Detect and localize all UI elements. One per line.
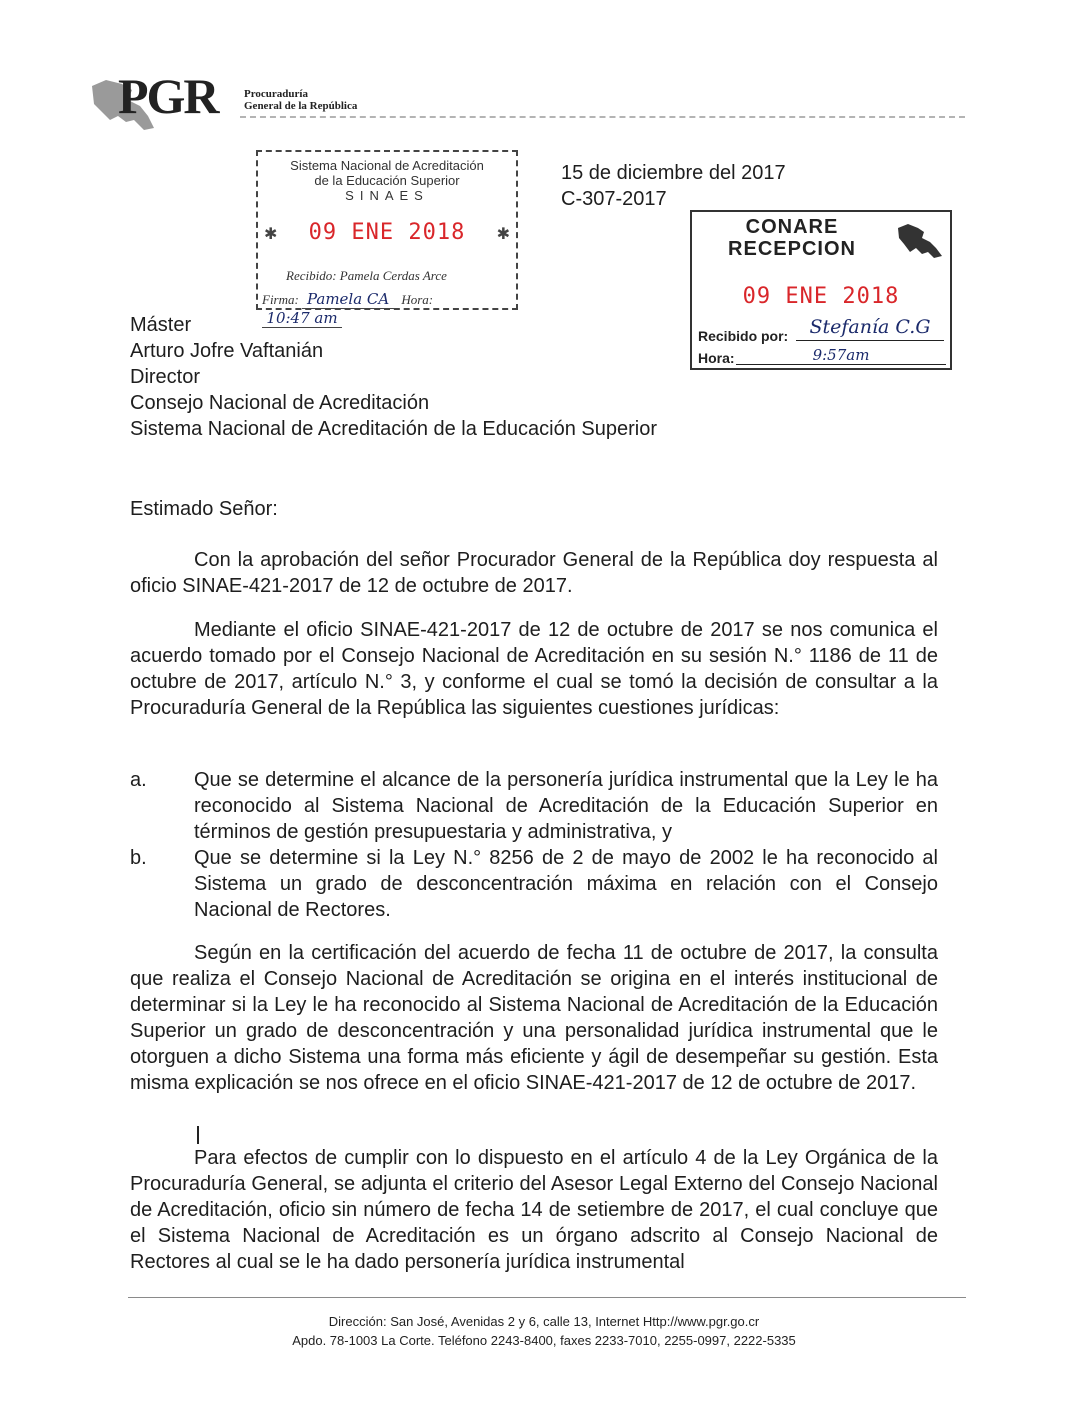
text-cursor	[197, 1126, 199, 1144]
list-item-text: Que se determine el alcance de la personería jurídica instrumental que la Ley le ha reconocido al Sistema Nacional de Acreditación de la Educación Superior en términos de gestión presupuestaria y administrativa, y	[194, 769, 938, 843]
paragraph: Con la aprobación del señor Procurador General de la República doy respuesta al oficio SINAE-421-2017 de 12 de octubre de 2017.	[130, 549, 938, 597]
list-marker: a.	[130, 769, 147, 791]
header-divider	[240, 116, 965, 118]
paragraph: Según en la certificación del acuerdo de fecha 11 de octubre de 2017, la consulta que realiza el Consejo Nacional de Acreditación se origina en el interés institucional de determinar si la Ley le ha reconocido al Sistema Nacional de Acreditación de la Educación Superior un grado de desconcentración y una personalidad jurídica instrumental que le otorguen a dicho Sistema una forma más eficiente y ágil de desempeñar su gestión. Esta misma explicación se nos ofrece en el oficio SINAE-421-2017 de 12 de octubre de 2017.	[130, 942, 938, 1094]
stamp-line-3: SINAES	[345, 188, 429, 203]
addressee-block: Máster Arturo Jofre Vaftanián Director Consejo Nacional de Acreditación Sistema Nacional de Acreditación de la Educación Superior	[130, 314, 657, 440]
conare-stamp-date: 09 ENE 2018	[742, 284, 900, 309]
handwritten-signature: Pamela CA	[302, 290, 394, 309]
paragraph: Mediante el oficio SINAE-421-2017 de 12 de octubre de 2017 se nos comunica el acuerdo tomado por el Consejo Nacional de Acreditación en su sesión N.° 1186 de 11 de octubre de 2017, artículo N.° 3, y conforme el cual se tomó la decisión de consultar a la Procuraduría General de la República las siguientes cuestiones jurídicas:	[130, 619, 938, 719]
received-by-label: Recibido por:	[698, 328, 789, 344]
conare-title: CONARE	[745, 216, 839, 238]
letter-date: 15 de diciembre del 2017	[561, 162, 786, 184]
handwritten-time: 10:47 am	[262, 309, 342, 328]
asterisk-icon: ✱	[264, 224, 278, 243]
letter-reference: C-307-2017	[561, 188, 667, 210]
letter-date-reference	[561, 160, 786, 212]
pgr-logo-subtitle: Procuraduría General de la República	[244, 88, 358, 112]
greeting: Estimado Señor:	[130, 498, 278, 520]
handwritten-hour: 9:57am	[736, 346, 946, 365]
stamp-signature-row: Firma: Pamela CA Hora: 10:47 am	[262, 290, 434, 327]
list-item-text: Que se determine si la Ley N.° 8256 de 2 de mayo de 2002 le ha reconocido al Sistema un grado de desconcentración máxima en relación con el Consejo Nacional de Rectores.	[194, 847, 938, 921]
costa-rica-map-icon	[896, 222, 944, 260]
hour-label: Hora:	[698, 350, 735, 366]
conare-subtitle: RECEPCION	[728, 238, 856, 260]
handwritten-receiver: Stefanía C.G	[796, 316, 944, 341]
stamp-received: Recibido: Pamela Cerdas Arce	[286, 268, 447, 283]
stamp-line-1: Sistema Nacional de Acreditación	[290, 158, 484, 173]
footer-divider	[128, 1297, 966, 1298]
footer-address: Dirección: San José, Avenidas 2 y 6, calle 13, Internet Http://www.pgr.go.cr	[328, 1314, 760, 1329]
paragraph: Para efectos de cumplir con lo dispuesto en el artículo 4 de la Ley Orgánica de la Procuraduría General, se adjunta el criterio del Asesor Legal Externo del Consejo Nacional de Acreditación, oficio sin número de fecha 14 de setiembre de 2017, el cual concluye que el Sistema Nacional de Acreditación es un órgano adscrito al Consejo Nacional de Rectores al cual se le ha dado personería jurídica instrumental	[130, 1147, 938, 1273]
conare-reception-stamp	[690, 210, 952, 370]
sinaes-reception-stamp	[256, 150, 518, 327]
list-marker: b.	[130, 847, 147, 869]
stamp-line-2: de la Educación Superior	[314, 173, 460, 188]
asterisk-icon: ✱	[496, 224, 510, 243]
stamp-date: 09 ENE 2018	[308, 220, 466, 245]
pgr-logo: PGR	[118, 68, 218, 124]
footer-contact: Apdo. 78-1003 La Corte. Teléfono 2243-8400, faxes 2233-7010, 2255-0997, 2222-5335	[292, 1333, 796, 1348]
